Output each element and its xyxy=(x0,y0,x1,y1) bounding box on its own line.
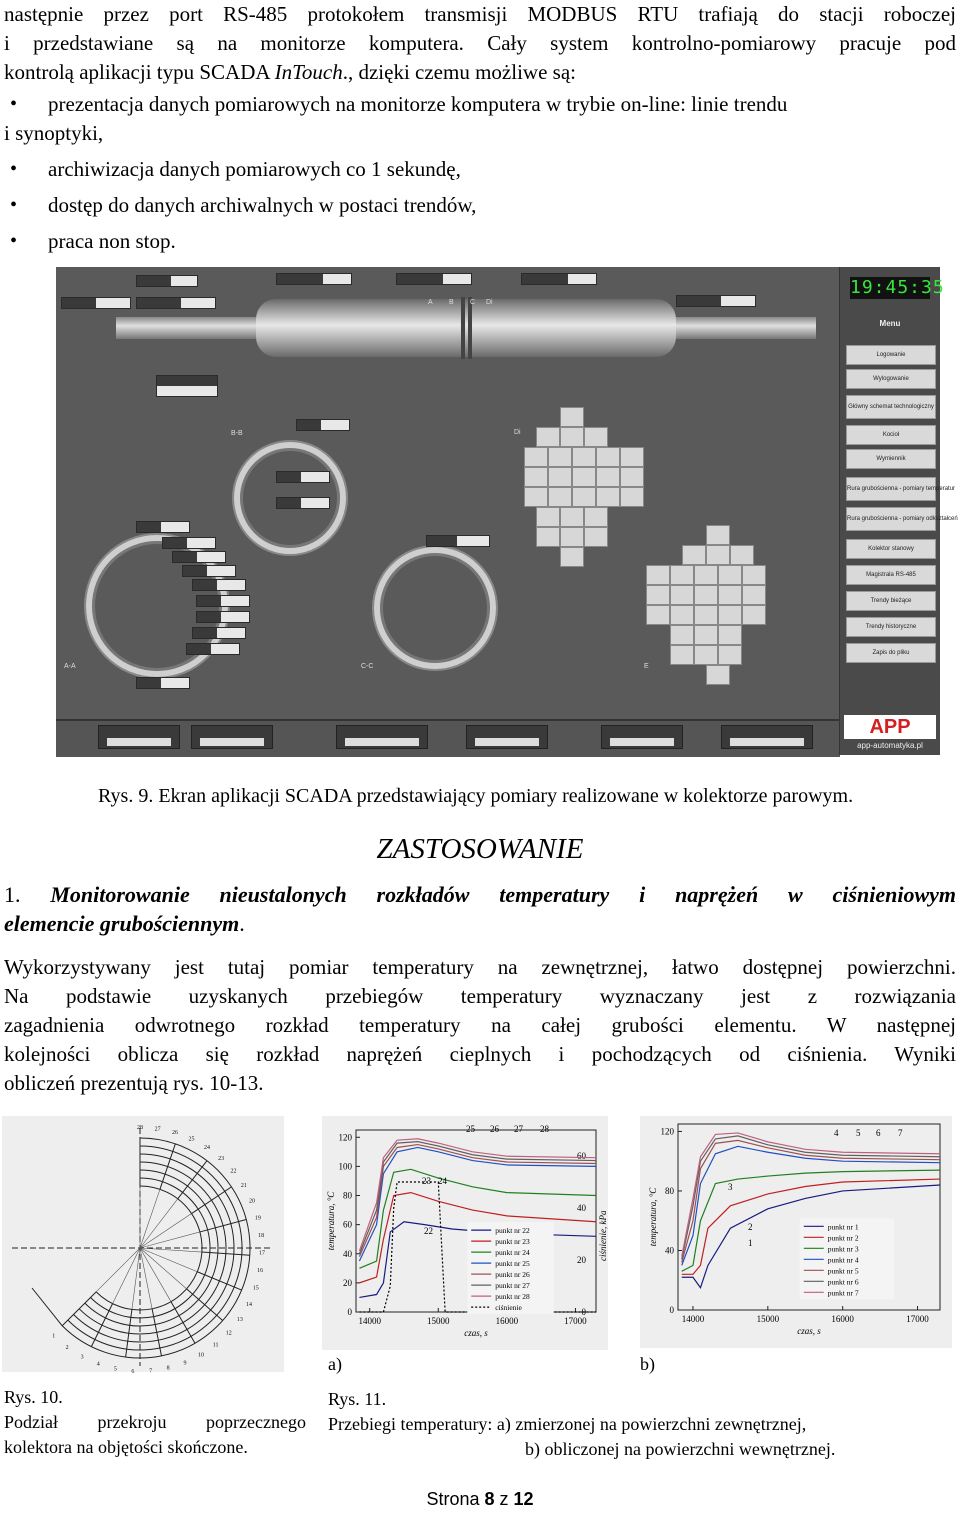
node-label: 5 xyxy=(113,1366,117,1373)
node-label: 15 xyxy=(252,1285,259,1292)
legend-label: punkt nr 7 xyxy=(827,1288,859,1298)
menu-button-zapis[interactable]: Zapis do pliku xyxy=(846,643,936,663)
node-label: 13 xyxy=(236,1316,243,1323)
section-label: Di xyxy=(514,429,521,436)
node-label: 1 xyxy=(52,1333,56,1340)
center-line xyxy=(140,1189,160,1248)
legend-label: punkt nr 5 xyxy=(827,1266,859,1276)
y2-tick-label: 60 xyxy=(577,1151,586,1161)
node-label: 9 xyxy=(183,1360,187,1367)
bullet-icon: • xyxy=(10,93,18,115)
sensor-cell xyxy=(742,605,766,625)
tag-value xyxy=(196,595,250,607)
fig11-caption-line: b) obliczonej na powierzchni wewnętrznej. xyxy=(525,1439,836,1459)
y-tick-label: 0 xyxy=(669,1305,674,1315)
x-tick-label: 16000 xyxy=(495,1316,519,1326)
sensor-cell xyxy=(670,645,694,665)
tag-value xyxy=(172,551,226,563)
radial-line xyxy=(178,1161,207,1199)
section-label: C-C xyxy=(361,663,374,670)
body-line: Na podstawie uzyskanych przebiegów temperatury wyznaczany jest z rozwiązania xyxy=(4,984,956,1008)
menu-button-schemat[interactable]: Główny schemat technologiczny xyxy=(846,395,936,419)
sensor-cell xyxy=(572,487,596,507)
section-heading: ZASTOSOWANIE xyxy=(376,833,584,865)
legend-label: punkt nr 28 xyxy=(495,1292,530,1302)
fig10-drawing xyxy=(2,1116,284,1375)
menu-button-rura-temperatury[interactable]: Rura grubościenna - pomiary temperatur xyxy=(846,477,936,501)
x-tick-label: 16000 xyxy=(831,1314,854,1324)
sensor-cell xyxy=(670,585,694,605)
node-label: 26 xyxy=(171,1130,178,1137)
sensor-cell xyxy=(620,467,644,487)
bottom-value-box xyxy=(336,725,428,749)
tag-value xyxy=(136,275,198,287)
subheading-text: Monitorowanie nieustalonych rozkładów temperatury i naprężeń w ciśnieniowym xyxy=(50,882,956,907)
sensor-cell xyxy=(536,427,560,447)
section-label: E xyxy=(644,663,649,670)
x-axis-label: czas, s xyxy=(797,1326,821,1336)
subheading-text-continued: elemencie grubościennym xyxy=(4,911,240,936)
tag-value xyxy=(162,537,216,549)
legend-label: punkt nr 6 xyxy=(827,1277,859,1287)
x-tick-label: 15000 xyxy=(427,1316,450,1326)
intro-software-name: InTouch xyxy=(274,60,343,84)
sensor-cell xyxy=(620,487,644,507)
center-line xyxy=(113,1248,140,1304)
node-label: 14 xyxy=(246,1301,253,1308)
node-label: 23 xyxy=(218,1155,225,1162)
bullet-icon: • xyxy=(10,158,18,180)
sensor-cell xyxy=(682,545,706,565)
menu-button-wymiennik[interactable]: Wymiennik xyxy=(846,449,936,469)
sensor-cell xyxy=(706,665,730,685)
bullet-text: prezentacja danych pomiarowych na monitorze komputera w trybie on-line: linie trendu xyxy=(48,92,788,116)
section-label: A xyxy=(428,299,433,306)
intro-line-3-end: ., dzięki czemu możliwe są: xyxy=(342,60,576,84)
node-label: 12 xyxy=(225,1330,232,1337)
node-label: 8 xyxy=(166,1365,170,1372)
tag-value xyxy=(276,273,352,285)
legend-label: ciśnienie xyxy=(495,1303,522,1313)
tag-value xyxy=(186,643,240,655)
sensor-cell xyxy=(670,565,694,585)
node-label: 10 xyxy=(198,1352,204,1359)
curve-label: 1 xyxy=(748,1238,753,1248)
center-line xyxy=(140,1248,197,1272)
body-line: zagadnienia odwrotnego rozkład temperatury na całej grubości elementu. W następnej xyxy=(4,1013,956,1037)
y-tick-label: 80 xyxy=(665,1185,674,1196)
bottom-value-box xyxy=(98,725,180,749)
sensor-cell xyxy=(718,645,742,665)
node-label: 16 xyxy=(257,1268,264,1275)
sensor-cell xyxy=(694,645,718,665)
sensor-cell xyxy=(572,447,596,467)
collector-body xyxy=(256,299,676,357)
node-label: 24 xyxy=(204,1145,211,1152)
curve-label: 23 xyxy=(422,1176,431,1186)
sensor-cell xyxy=(524,467,548,487)
sensor-cell xyxy=(718,625,742,645)
menu-button-rura-odksztalcenia[interactable]: Rura grubościenna - pomiary odkształceń xyxy=(846,507,936,531)
bullet-text: dostęp do danych archiwalnych w postaci trendów, xyxy=(48,193,477,217)
sensor-cell xyxy=(560,527,584,547)
bullet-text-continued: i synoptyki, xyxy=(4,121,104,145)
x-tick-label: 15000 xyxy=(756,1314,780,1324)
curve-label: 2 xyxy=(748,1222,753,1232)
curve-label: 28 xyxy=(540,1124,549,1134)
fig11-caption xyxy=(328,1387,928,1462)
curve-label: 6 xyxy=(876,1128,881,1138)
sensor-cell xyxy=(646,605,670,625)
intro-line-3 xyxy=(4,58,956,87)
scada-screenshot xyxy=(56,267,958,755)
curve-label: 24 xyxy=(438,1176,447,1186)
sensor-cell xyxy=(670,625,694,645)
intro-line-3-text: kontrolą aplikacji typu SCADA xyxy=(4,60,275,84)
sensor-cell xyxy=(694,585,718,605)
sensor-cell xyxy=(694,625,718,645)
tag-value xyxy=(196,611,250,623)
node-label: 7 xyxy=(149,1368,153,1375)
sensor-cell xyxy=(572,467,596,487)
footer-total-pages: 12 xyxy=(513,1489,534,1509)
menu-button-rs485[interactable]: Magistrala RS-485 xyxy=(846,565,936,585)
menu-button-logowanie[interactable]: Logowanie xyxy=(846,345,936,365)
fig11-caption-title: Rys. 11. xyxy=(328,1389,387,1409)
tag-value xyxy=(136,521,190,533)
y-tick-label: 120 xyxy=(660,1126,674,1137)
sensor-cell xyxy=(620,447,644,467)
section-marker xyxy=(468,297,472,359)
bottom-value-box xyxy=(721,725,813,749)
center-line xyxy=(96,1248,140,1292)
center-line xyxy=(132,1248,140,1309)
curve-label: 26 xyxy=(490,1124,499,1134)
bullet-item xyxy=(0,90,956,148)
menu-button-wylogowanie[interactable]: Wylogowanie xyxy=(846,369,936,389)
y2-tick-label: 0 xyxy=(581,1307,586,1317)
legend-label: punkt nr 1 xyxy=(827,1222,859,1232)
y-tick-label: 40 xyxy=(343,1248,352,1259)
body-line: obliczeń prezentują rys. 10-13. xyxy=(4,1071,264,1095)
legend-label: punkt nr 24 xyxy=(495,1248,530,1258)
tag-value xyxy=(426,535,490,547)
bullet-text: archiwizacja danych pomiarowych co 1 sekundę, xyxy=(48,157,461,181)
sensor-cell xyxy=(560,427,584,447)
y2-tick-label: 40 xyxy=(577,1203,586,1213)
legend-label: punkt nr 3 xyxy=(827,1244,859,1254)
bullet-item xyxy=(0,155,956,184)
sensor-cell xyxy=(718,585,742,605)
tag-value xyxy=(676,295,756,307)
y-tick-label: 120 xyxy=(338,1132,352,1143)
y-axis-label: temperatura, °C xyxy=(326,1191,336,1251)
sensor-cell xyxy=(596,447,620,467)
curve-label: 5 xyxy=(856,1128,861,1138)
sensor-cell xyxy=(584,507,608,527)
fig10-cross-section xyxy=(2,1116,284,1375)
fig9-caption: Rys. 9. Ekran aplikacji SCADA przedstawiający pomiary realizowane w kolektorze parowym. xyxy=(98,785,854,807)
x-tick-label: 14000 xyxy=(681,1314,705,1324)
sensor-cell xyxy=(560,507,584,527)
bullet-icon: • xyxy=(10,194,18,216)
menu-button-trendy-biezace[interactable]: Trendy bieżące xyxy=(846,591,936,611)
section-label: A-A xyxy=(64,663,76,670)
body-line: kolejności oblicza się rozkład naprężeń cieplnych i pochodzących od ciśnienia. Wyniki xyxy=(4,1042,956,1066)
sensor-cell xyxy=(670,605,694,625)
center-line xyxy=(140,1214,192,1248)
tag-value xyxy=(136,677,190,689)
legend-label: punkt nr 25 xyxy=(495,1259,530,1269)
y-tick-label: 60 xyxy=(343,1219,352,1230)
sensor-cell xyxy=(730,545,754,565)
fig11b-svg xyxy=(640,1116,952,1348)
curve-label: 25 xyxy=(466,1124,475,1134)
y-tick-label: 100 xyxy=(338,1161,352,1172)
sensor-cell xyxy=(560,407,584,427)
section-label: B-B xyxy=(231,430,243,437)
menu-button-kolektor[interactable]: Kolektor stanowy xyxy=(846,539,936,559)
y2-axis-label: ciśnienie, kPa xyxy=(598,1210,608,1261)
cut-line xyxy=(32,1288,62,1326)
intro-line-1: następnie przez port RS-485 protokołem transmisji MODBUS RTU trafiają do stacji roboczej xyxy=(4,2,956,26)
center-line xyxy=(140,1248,171,1302)
panel-label-a: a) xyxy=(328,1354,342,1374)
subheading-line-2 xyxy=(4,909,956,938)
fig10-caption-line: kolektora na objętości skończone. xyxy=(4,1437,248,1457)
x-tick-label: 17000 xyxy=(906,1314,929,1324)
sensor-cell xyxy=(524,447,548,467)
section-marker xyxy=(461,297,465,359)
fig11b-chart xyxy=(640,1116,952,1348)
bottom-value-box xyxy=(466,725,548,749)
sensor-cell xyxy=(706,525,730,545)
sensor-grid-e xyxy=(646,525,776,695)
x-tick-label: 14000 xyxy=(358,1316,381,1326)
radial-line xyxy=(171,1302,195,1344)
radial-line xyxy=(91,1304,112,1347)
bottom-value-box xyxy=(601,725,683,749)
sensor-cell xyxy=(706,545,730,565)
sensor-cell xyxy=(536,507,560,527)
curve-label: 3 xyxy=(728,1182,733,1192)
bullet-text: praca non stop. xyxy=(48,229,176,253)
fig11a-svg xyxy=(322,1116,608,1350)
app-logo: APP xyxy=(844,715,936,739)
body-paragraph xyxy=(4,953,956,1098)
y-tick-label: 40 xyxy=(665,1245,674,1256)
section-label: B xyxy=(449,299,454,306)
sensor-cell xyxy=(694,605,718,625)
curve-label: 7 xyxy=(898,1128,903,1138)
radial-line xyxy=(197,1272,241,1290)
sensor-cell xyxy=(560,547,584,567)
footer-page-number: 8 xyxy=(484,1489,495,1509)
intro-paragraph xyxy=(4,0,956,87)
node-label: 19 xyxy=(254,1215,261,1222)
radial-line xyxy=(160,1144,175,1189)
legend-label: punkt nr 4 xyxy=(827,1255,859,1265)
node-label: 3 xyxy=(80,1354,84,1361)
legend-label: punkt nr 23 xyxy=(495,1237,530,1247)
sensor-grid-di xyxy=(524,407,654,577)
tag-value xyxy=(276,471,330,483)
footer-separator: z xyxy=(494,1489,514,1509)
curve-label: 22 xyxy=(424,1226,433,1236)
tag-value xyxy=(156,375,218,397)
sensor-cell xyxy=(584,427,608,447)
sensor-cell xyxy=(524,487,548,507)
node-label: 18 xyxy=(258,1232,265,1239)
node-label: 2 xyxy=(65,1344,69,1351)
sensor-cell xyxy=(596,467,620,487)
node-label: 11 xyxy=(212,1342,219,1349)
sensor-cell xyxy=(646,585,670,605)
sensor-cell xyxy=(536,527,560,547)
sensor-cell xyxy=(548,447,572,467)
bullet-list xyxy=(0,90,956,256)
sensor-cell xyxy=(596,487,620,507)
legend-label: punkt nr 27 xyxy=(495,1281,530,1291)
tag-value xyxy=(192,627,246,639)
sensor-cell xyxy=(694,565,718,585)
subheading xyxy=(4,880,956,938)
node-label: 22 xyxy=(230,1168,237,1175)
menu-title: Menu xyxy=(879,319,901,328)
bullet-icon: • xyxy=(10,230,18,252)
tag-value xyxy=(136,297,216,309)
tag-value xyxy=(276,497,330,509)
node-label: 25 xyxy=(188,1136,195,1143)
ring-section-cc xyxy=(374,547,496,669)
sensor-cell xyxy=(548,487,572,507)
x-axis-label: czas, s xyxy=(464,1328,488,1338)
tag-value xyxy=(396,273,472,285)
y-tick-label: 80 xyxy=(343,1190,352,1201)
fig11-caption-line: Przebiegi temperatury: a) zmierzonej na powierzchni zewnętrznej, xyxy=(328,1414,807,1434)
fig11a-chart xyxy=(322,1116,608,1350)
intro-line-2: i przedstawiane są na monitorze komputera. Cały system kontrolno-pomiarowy pracuje pod xyxy=(4,31,956,55)
panel-label-b: b) xyxy=(640,1354,655,1374)
app-logo-url: app-automatyka.pl xyxy=(857,741,923,750)
footer-prefix: Strona xyxy=(426,1489,485,1509)
sensor-cell xyxy=(718,605,742,625)
curve-label: 27 xyxy=(514,1124,523,1134)
node-label: 6 xyxy=(131,1368,135,1375)
tag-value xyxy=(521,273,597,285)
x-tick-label: 17000 xyxy=(564,1316,587,1326)
tag-value xyxy=(182,565,236,577)
bullet-item xyxy=(0,191,956,220)
page-footer xyxy=(0,1489,960,1510)
sensor-cell xyxy=(584,527,608,547)
subheading-line-1 xyxy=(4,880,956,909)
y2-tick-label: 20 xyxy=(577,1255,586,1265)
y-tick-label: 0 xyxy=(347,1307,352,1317)
fig10-caption-title: Rys. 10. xyxy=(4,1387,63,1407)
center-line xyxy=(140,1248,202,1252)
section-label: Di xyxy=(486,299,493,306)
clock-display: 19:45:35 xyxy=(850,277,945,298)
bullet-item xyxy=(0,227,956,256)
fig10-caption xyxy=(4,1385,306,1460)
curve-label: 4 xyxy=(834,1128,839,1138)
body-line: Wykorzystywany jest tutaj pomiar temperatury na zewnętrznej, łatwo dostępnej powierzchni. xyxy=(4,955,956,979)
node-label: 28 xyxy=(137,1125,143,1131)
sensor-cell xyxy=(718,565,742,585)
sensor-cell xyxy=(548,467,572,487)
sensor-cell xyxy=(646,565,670,585)
tag-value xyxy=(192,579,246,591)
legend-label: punkt nr 22 xyxy=(495,1226,530,1236)
menu-button-kociol[interactable]: Kocioł xyxy=(846,425,936,445)
subheading-period: . xyxy=(239,911,245,936)
fig10-caption-line: Podział przekroju poprzecznego xyxy=(4,1412,306,1432)
node-label: 21 xyxy=(240,1182,247,1189)
tag-value xyxy=(61,297,131,309)
node-label: 27 xyxy=(154,1126,161,1133)
sensor-cell xyxy=(742,585,766,605)
legend-label: punkt nr 2 xyxy=(827,1233,859,1243)
node-label: 17 xyxy=(258,1250,265,1257)
subheading-number: 1. xyxy=(4,882,21,907)
y-tick-label: 20 xyxy=(343,1277,352,1288)
center-line xyxy=(140,1232,200,1248)
section-label: C xyxy=(470,299,476,306)
node-label: 20 xyxy=(249,1198,256,1205)
scada-menu-panel xyxy=(839,267,958,755)
bottom-value-box xyxy=(191,725,273,749)
node-label: 4 xyxy=(96,1361,100,1368)
y-axis-label: temperatura, °C xyxy=(648,1187,658,1247)
menu-button-trendy-historyczne[interactable]: Trendy historyczne xyxy=(846,617,936,637)
sensor-cell xyxy=(742,565,766,585)
tag-value xyxy=(296,419,350,431)
center-line xyxy=(140,1199,178,1248)
legend-label: punkt nr 26 xyxy=(495,1270,530,1280)
